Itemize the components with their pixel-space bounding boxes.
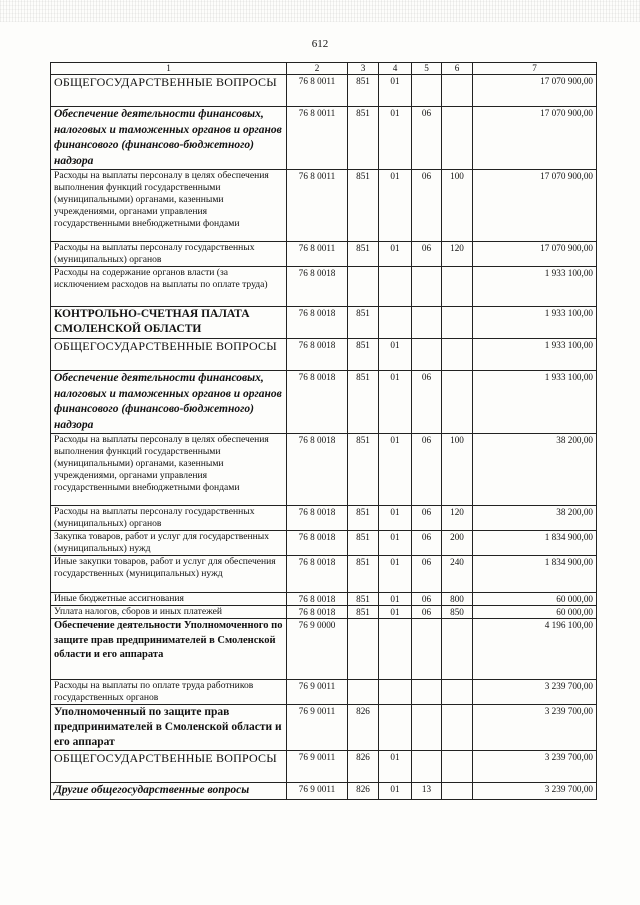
expense-type-cell: 120 [442, 506, 473, 531]
column-number: 5 [412, 63, 442, 75]
row-name-cell: Иные бюджетные ассигнования [51, 593, 287, 606]
admin-code-cell: 851 [348, 556, 379, 593]
section-cell: 01 [379, 107, 412, 170]
column-number: 3 [348, 63, 379, 75]
row-name-cell: Расходы на выплаты персоналу в целях обеспечения выполнения функций государственными (муниципальными) органами, казенными учреждениями, органами управления государственными внебюджетными фондами [51, 434, 287, 506]
column-number: 6 [442, 63, 473, 75]
subsection-cell [412, 267, 442, 307]
subsection-cell: 06 [412, 556, 442, 593]
amount-cell: 60 000,00 [473, 606, 597, 619]
scan-noise-band [0, 0, 640, 22]
row-name-cell: Обеспечение деятельности финансовых, налоговых и таможенных органов и органов финансового (финансово-бюджетного) надзора [51, 371, 287, 434]
target-article-cell: 76 9 0011 [287, 751, 348, 783]
section-cell: 01 [379, 751, 412, 783]
subsection-cell [412, 680, 442, 705]
row-name-cell: Уплата налогов, сборов и иных платежей [51, 606, 287, 619]
amount-cell: 17 070 900,00 [473, 107, 597, 170]
section-cell: 01 [379, 339, 412, 371]
target-article-cell: 76 8 0018 [287, 556, 348, 593]
expense-type-cell [442, 680, 473, 705]
amount-cell: 17 070 900,00 [473, 170, 597, 242]
table-row [51, 242, 597, 267]
section-cell [379, 680, 412, 705]
admin-code-cell: 851 [348, 371, 379, 434]
admin-code-cell: 851 [348, 606, 379, 619]
column-number: 4 [379, 63, 412, 75]
target-article-cell: 76 8 0018 [287, 506, 348, 531]
target-article-cell: 76 9 0011 [287, 680, 348, 705]
table-row [51, 339, 597, 371]
table-row [51, 593, 597, 606]
expense-type-cell [442, 619, 473, 680]
admin-code-cell: 851 [348, 531, 379, 556]
column-number: 2 [287, 63, 348, 75]
amount-cell: 1 933 100,00 [473, 267, 597, 307]
admin-code-cell: 851 [348, 107, 379, 170]
table-row [51, 751, 597, 783]
admin-code-cell [348, 619, 379, 680]
table-row [51, 107, 597, 170]
amount-cell: 17 070 900,00 [473, 242, 597, 267]
table-row [51, 371, 597, 434]
table-row [51, 307, 597, 339]
target-article-cell: 76 8 0018 [287, 593, 348, 606]
table-row [51, 783, 597, 800]
expense-type-cell [442, 783, 473, 800]
admin-code-cell: 851 [348, 75, 379, 107]
column-number: 1 [51, 63, 287, 75]
column-number: 7 [473, 63, 597, 75]
admin-code-cell: 851 [348, 242, 379, 267]
subsection-cell: 06 [412, 170, 442, 242]
admin-code-cell: 826 [348, 751, 379, 783]
subsection-cell: 06 [412, 606, 442, 619]
table-row [51, 506, 597, 531]
target-article-cell: 76 8 0018 [287, 339, 348, 371]
row-name-cell: Закупка товаров, работ и услуг для государственных (муниципальных) нужд [51, 531, 287, 556]
amount-cell: 4 196 100,00 [473, 619, 597, 680]
row-name-cell: Иные закупки товаров, работ и услуг для обеспечения государственных (муниципальных) нужд [51, 556, 287, 593]
table-row [51, 170, 597, 242]
expense-type-cell [442, 371, 473, 434]
amount-cell: 60 000,00 [473, 593, 597, 606]
amount-cell: 1 933 100,00 [473, 371, 597, 434]
admin-code-cell: 851 [348, 170, 379, 242]
row-name-cell: Расходы на выплаты персоналу в целях обеспечения выполнения функций государственными (муниципальными) органами, казенными учреждениями, органами управления государственными внебюджетными фондами [51, 170, 287, 242]
amount-cell: 3 239 700,00 [473, 680, 597, 705]
target-article-cell: 76 8 0018 [287, 606, 348, 619]
expense-type-cell: 800 [442, 593, 473, 606]
table-row [51, 680, 597, 705]
admin-code-cell: 851 [348, 307, 379, 339]
section-cell: 01 [379, 242, 412, 267]
row-name-cell: ОБЩЕГОСУДАРСТВЕННЫЕ ВОПРОСЫ [51, 339, 287, 371]
admin-code-cell: 826 [348, 705, 379, 751]
table-row [51, 267, 597, 307]
amount-cell: 1 933 100,00 [473, 339, 597, 371]
table-row [51, 705, 597, 751]
table-row [51, 531, 597, 556]
section-cell [379, 307, 412, 339]
subsection-cell: 06 [412, 593, 442, 606]
row-name-cell: Обеспечение деятельности финансовых, налоговых и таможенных органов и органов финансового (финансово-бюджетного) надзора [51, 107, 287, 170]
target-article-cell: 76 8 0018 [287, 307, 348, 339]
subsection-cell [412, 705, 442, 751]
subsection-cell: 06 [412, 371, 442, 434]
table-row [51, 619, 597, 680]
target-article-cell: 76 8 0018 [287, 434, 348, 506]
section-cell: 01 [379, 783, 412, 800]
subsection-cell: 06 [412, 434, 442, 506]
expense-type-cell: 200 [442, 531, 473, 556]
section-cell [379, 705, 412, 751]
row-name-cell: Расходы на выплаты по оплате труда работников государственных органов [51, 680, 287, 705]
table-row [51, 434, 597, 506]
subsection-cell [412, 751, 442, 783]
admin-code-cell: 826 [348, 783, 379, 800]
expense-type-cell: 850 [442, 606, 473, 619]
expense-type-cell: 100 [442, 434, 473, 506]
admin-code-cell: 851 [348, 339, 379, 371]
expense-type-cell [442, 307, 473, 339]
amount-cell: 1 834 900,00 [473, 531, 597, 556]
subsection-cell [412, 619, 442, 680]
subsection-cell: 13 [412, 783, 442, 800]
amount-cell: 38 200,00 [473, 506, 597, 531]
target-article-cell: 76 8 0018 [287, 531, 348, 556]
subsection-cell: 06 [412, 107, 442, 170]
expense-type-cell [442, 339, 473, 371]
section-cell: 01 [379, 606, 412, 619]
expense-type-cell [442, 75, 473, 107]
target-article-cell: 76 8 0018 [287, 267, 348, 307]
admin-code-cell [348, 680, 379, 705]
amount-cell: 1 933 100,00 [473, 307, 597, 339]
subsection-cell [412, 75, 442, 107]
expense-type-cell [442, 107, 473, 170]
row-name-cell: КОНТРОЛЬНО-СЧЕТНАЯ ПАЛАТА СМОЛЕНСКОЙ ОБЛАСТИ [51, 307, 287, 339]
section-cell: 01 [379, 593, 412, 606]
column-number-row [51, 63, 597, 75]
row-name-cell: Другие общегосударственные вопросы [51, 783, 287, 800]
expense-type-cell [442, 705, 473, 751]
target-article-cell: 76 9 0011 [287, 705, 348, 751]
page-number: 612 [311, 38, 329, 50]
section-cell: 01 [379, 506, 412, 531]
section-cell [379, 619, 412, 680]
row-name-cell: ОБЩЕГОСУДАРСТВЕННЫЕ ВОПРОСЫ [51, 75, 287, 107]
subsection-cell: 06 [412, 531, 442, 556]
expense-type-cell [442, 267, 473, 307]
table-row [51, 75, 597, 107]
row-name-cell: Расходы на выплаты персоналу государственных (муниципальных) органов [51, 506, 287, 531]
amount-cell: 1 834 900,00 [473, 556, 597, 593]
section-cell: 01 [379, 170, 412, 242]
amount-cell: 38 200,00 [473, 434, 597, 506]
amount-cell: 3 239 700,00 [473, 751, 597, 783]
row-name-cell: ОБЩЕГОСУДАРСТВЕННЫЕ ВОПРОСЫ [51, 751, 287, 783]
section-cell: 01 [379, 434, 412, 506]
admin-code-cell: 851 [348, 593, 379, 606]
target-article-cell: 76 9 0000 [287, 619, 348, 680]
admin-code-cell: 851 [348, 434, 379, 506]
amount-cell: 3 239 700,00 [473, 705, 597, 751]
row-name-cell: Обеспечение деятельности Уполномоченного по защите прав предпринимателей в Смоленской области и его аппарата [51, 619, 287, 680]
expense-type-cell: 240 [442, 556, 473, 593]
admin-code-cell: 851 [348, 506, 379, 531]
table-row [51, 556, 597, 593]
target-article-cell: 76 9 0011 [287, 783, 348, 800]
budget-table [50, 62, 597, 800]
target-article-cell: 76 8 0011 [287, 107, 348, 170]
expense-type-cell: 100 [442, 170, 473, 242]
subsection-cell [412, 307, 442, 339]
amount-cell: 3 239 700,00 [473, 783, 597, 800]
section-cell: 01 [379, 531, 412, 556]
subsection-cell: 06 [412, 242, 442, 267]
admin-code-cell [348, 267, 379, 307]
target-article-cell: 76 8 0011 [287, 75, 348, 107]
subsection-cell: 06 [412, 506, 442, 531]
section-cell: 01 [379, 556, 412, 593]
section-cell [379, 267, 412, 307]
target-article-cell: 76 8 0018 [287, 371, 348, 434]
row-name-cell: Расходы на выплаты персоналу государственных (муниципальных) органов [51, 242, 287, 267]
table-row [51, 606, 597, 619]
expense-type-cell: 120 [442, 242, 473, 267]
section-cell: 01 [379, 371, 412, 434]
target-article-cell: 76 8 0011 [287, 242, 348, 267]
row-name-cell: Расходы на содержание органов власти (за исключением расходов на выплаты по оплате труда) [51, 267, 287, 307]
subsection-cell [412, 339, 442, 371]
amount-cell: 17 070 900,00 [473, 75, 597, 107]
row-name-cell: Уполномоченный по защите прав предпринимателей в Смоленской области и его аппарат [51, 705, 287, 751]
section-cell: 01 [379, 75, 412, 107]
expense-type-cell [442, 751, 473, 783]
target-article-cell: 76 8 0011 [287, 170, 348, 242]
